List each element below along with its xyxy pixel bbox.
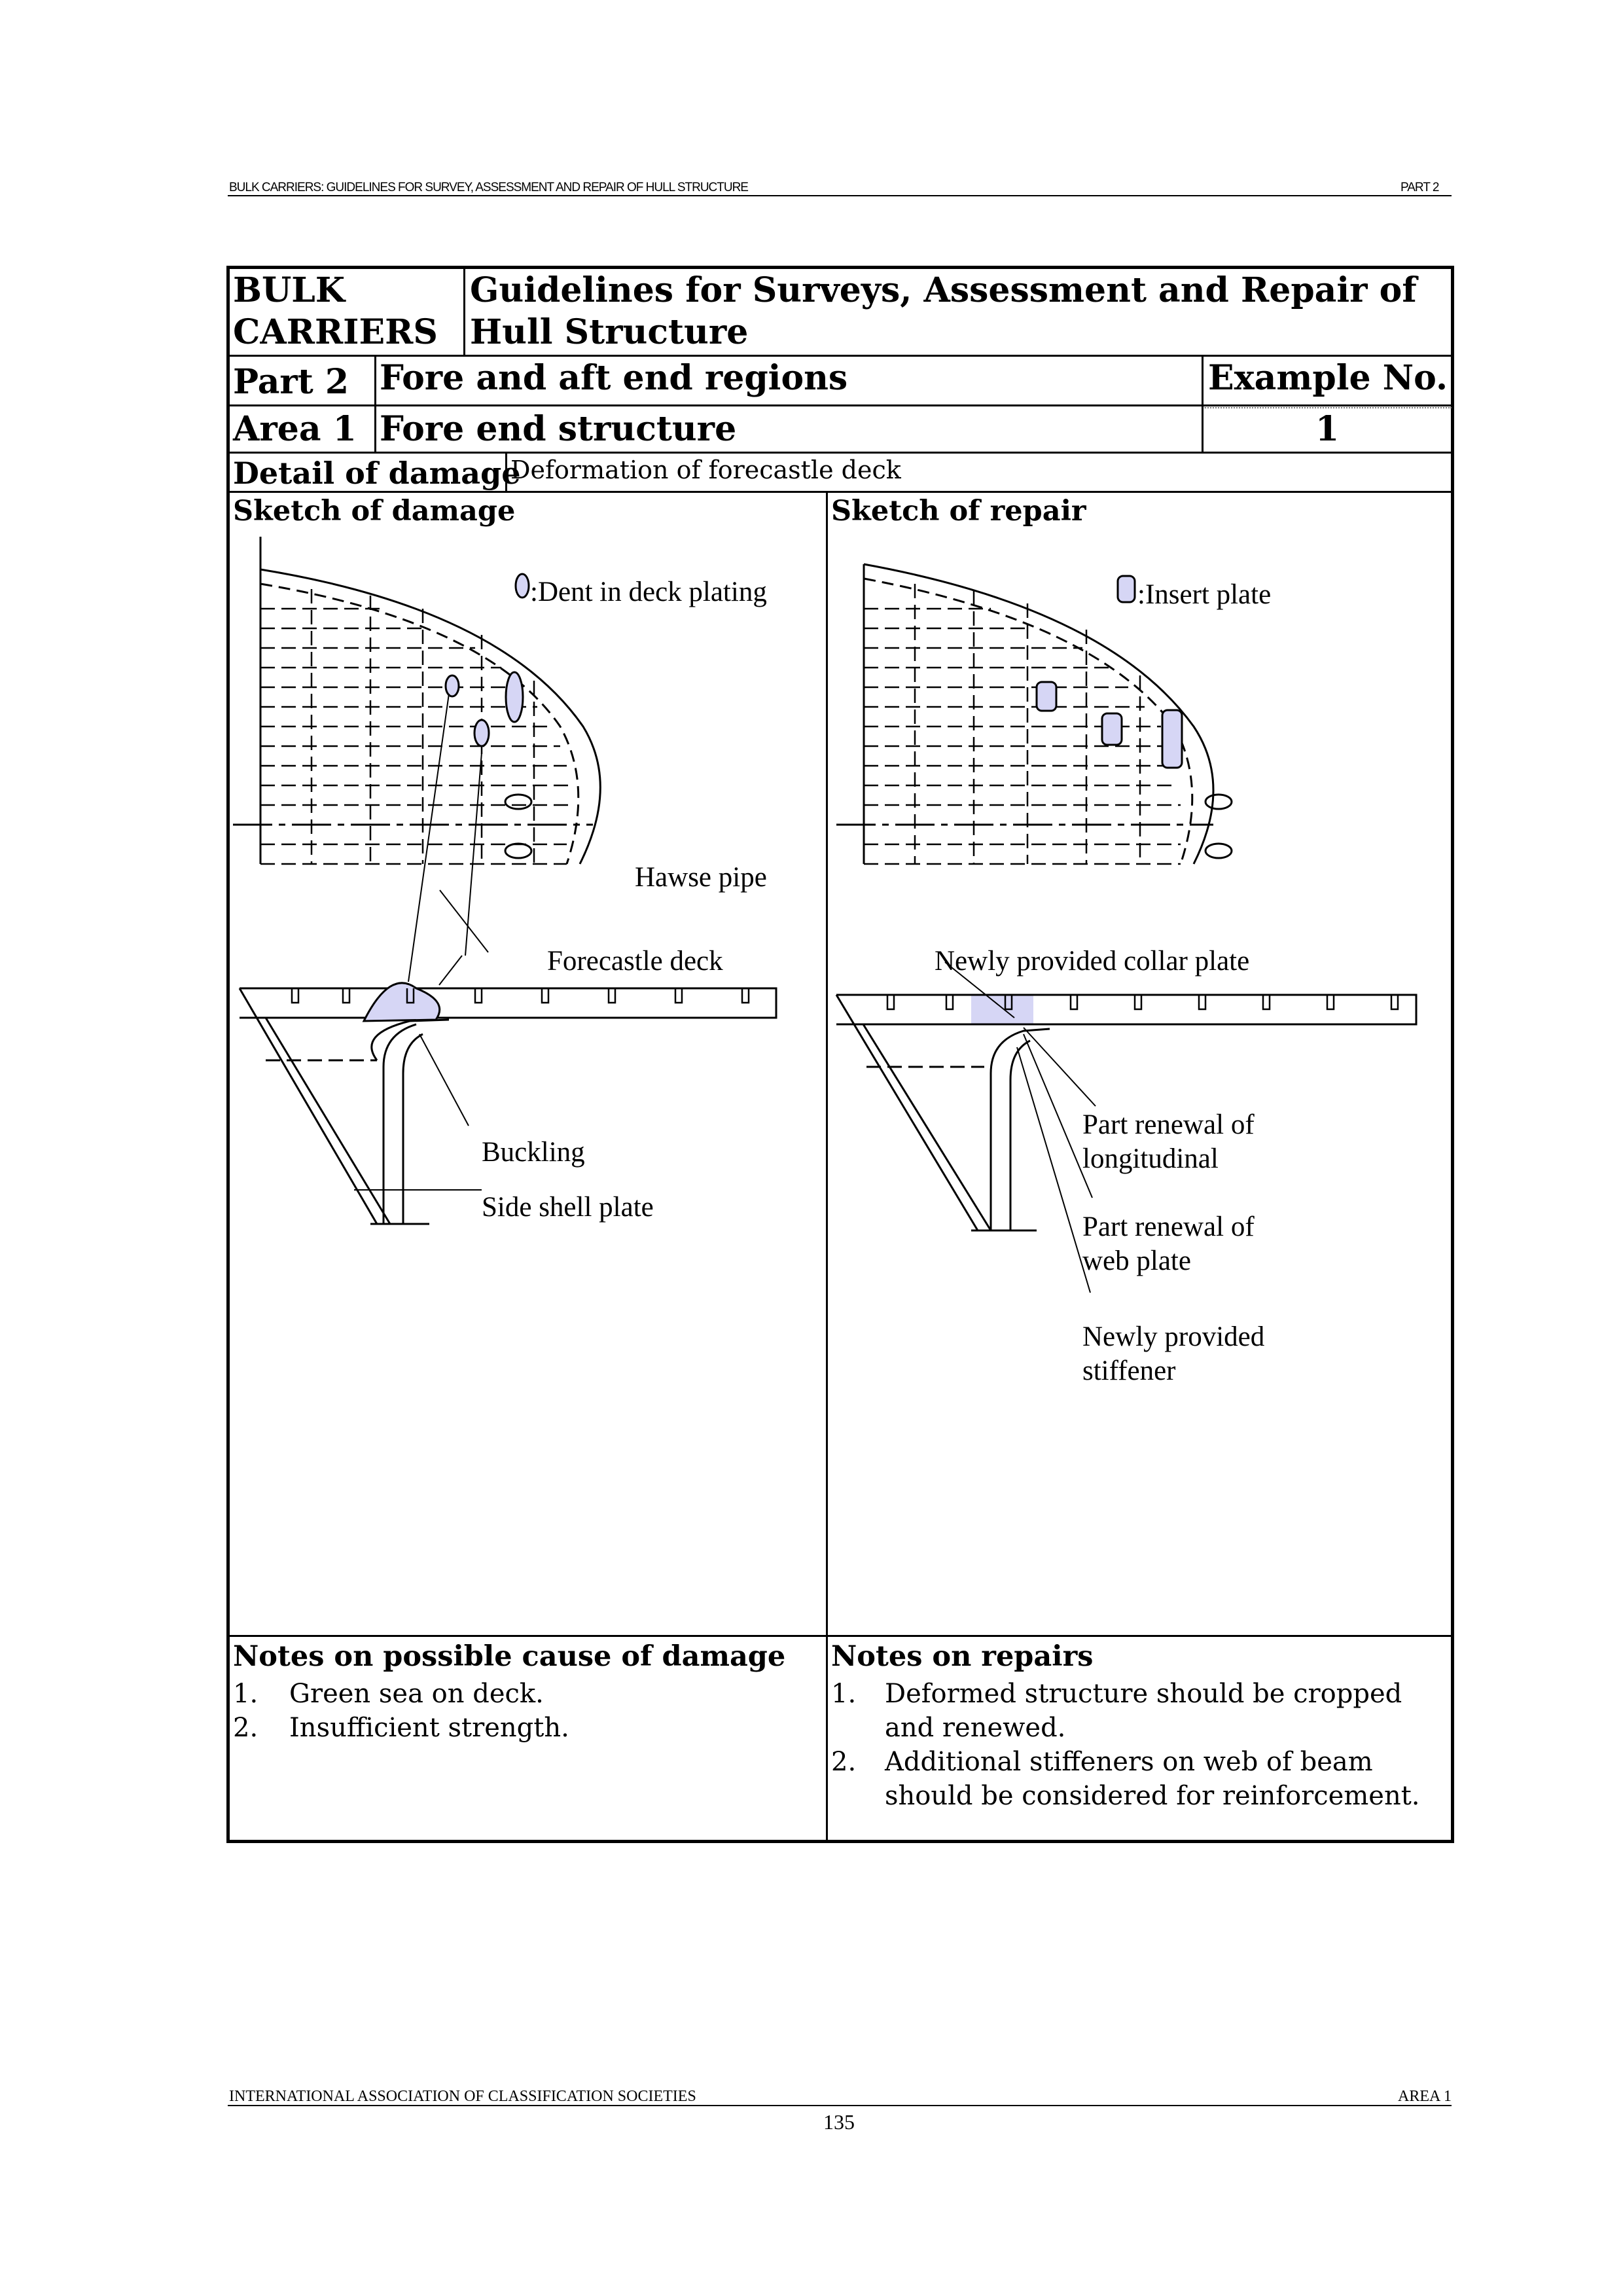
hawse-pipe-label: Hawse pipe	[635, 862, 767, 893]
list-item: 2. Additional stiffeners on web of beam should be considered for reinforcement.	[831, 1747, 1420, 1811]
insert-plate-legend-label: :Insert plate	[1137, 579, 1272, 610]
footer-area: AREA 1	[1398, 2088, 1452, 2105]
part-renewal-longitudinal-line1: Part renewal of	[1082, 1109, 1255, 1140]
header-rule	[228, 195, 1452, 196]
part-title: Fore and aft end regions	[380, 358, 848, 398]
list-item: 1. Green sea on deck.	[233, 1679, 544, 1709]
running-header-title: BULK CARRIERS: GUIDELINES FOR SURVEY, ASSESSMENT AND REPAIR OF HULL STRUCTURE	[229, 181, 748, 194]
cause-notes-list	[233, 1677, 822, 1745]
part-renewal-web-line2: web plate	[1082, 1246, 1191, 1276]
running-header-part: PART 2	[1400, 181, 1439, 194]
repair-sketch	[827, 537, 1453, 1296]
detail-of-damage-label: Detail of damage	[233, 456, 521, 491]
new-stiffener-line1: Newly provided	[1082, 1321, 1265, 1352]
sketch-repair-heading: Sketch of repair	[831, 495, 1086, 528]
sketch-damage-heading: Sketch of damage	[233, 495, 516, 528]
side-shell-label: Side shell plate	[482, 1192, 654, 1223]
example-label: Example No.	[1208, 358, 1448, 398]
detail-of-damage-value: Deformation of forecastle deck	[510, 456, 901, 484]
buckling-label: Buckling	[482, 1137, 585, 1168]
list-item: 2. Insufficient strength.	[233, 1713, 569, 1743]
dent-legend-label: :Dent in deck plating	[530, 577, 767, 607]
repair-notes-list	[831, 1677, 1446, 1813]
area-title: Fore end structure	[380, 409, 737, 449]
collar-plate-label: Newly provided collar plate	[935, 946, 1250, 977]
page-number: 135	[823, 2110, 855, 2134]
cause-notes-heading: Notes on possible cause of damage	[233, 1640, 786, 1673]
repair-notes-heading: Notes on repairs	[831, 1640, 1094, 1673]
example-number: 1	[1315, 409, 1340, 449]
part-renewal-longitudinal-line2: longitudinal	[1082, 1143, 1219, 1174]
footer-rule	[228, 2105, 1452, 2106]
footer-association: INTERNATIONAL ASSOCIATION OF CLASSIFICATION SOCIETIES	[229, 2088, 696, 2105]
list-item: 1. Deformed structure should be cropped and renewed.	[831, 1679, 1402, 1743]
part-renewal-web-line1: Part renewal of	[1082, 1211, 1255, 1242]
forecastle-deck-label: Forecastle deck	[547, 946, 723, 977]
damage-sketch	[226, 537, 826, 1296]
area-label: Area 1	[233, 409, 357, 449]
new-stiffener-line2: stiffener	[1082, 1355, 1176, 1386]
bulk-carriers-label: BULK CARRIERS	[233, 270, 438, 352]
guidelines-title: Guidelines for Surveys, Assessment and Repair of Hull Structure	[470, 270, 1417, 352]
part-label: Part 2	[233, 362, 349, 402]
